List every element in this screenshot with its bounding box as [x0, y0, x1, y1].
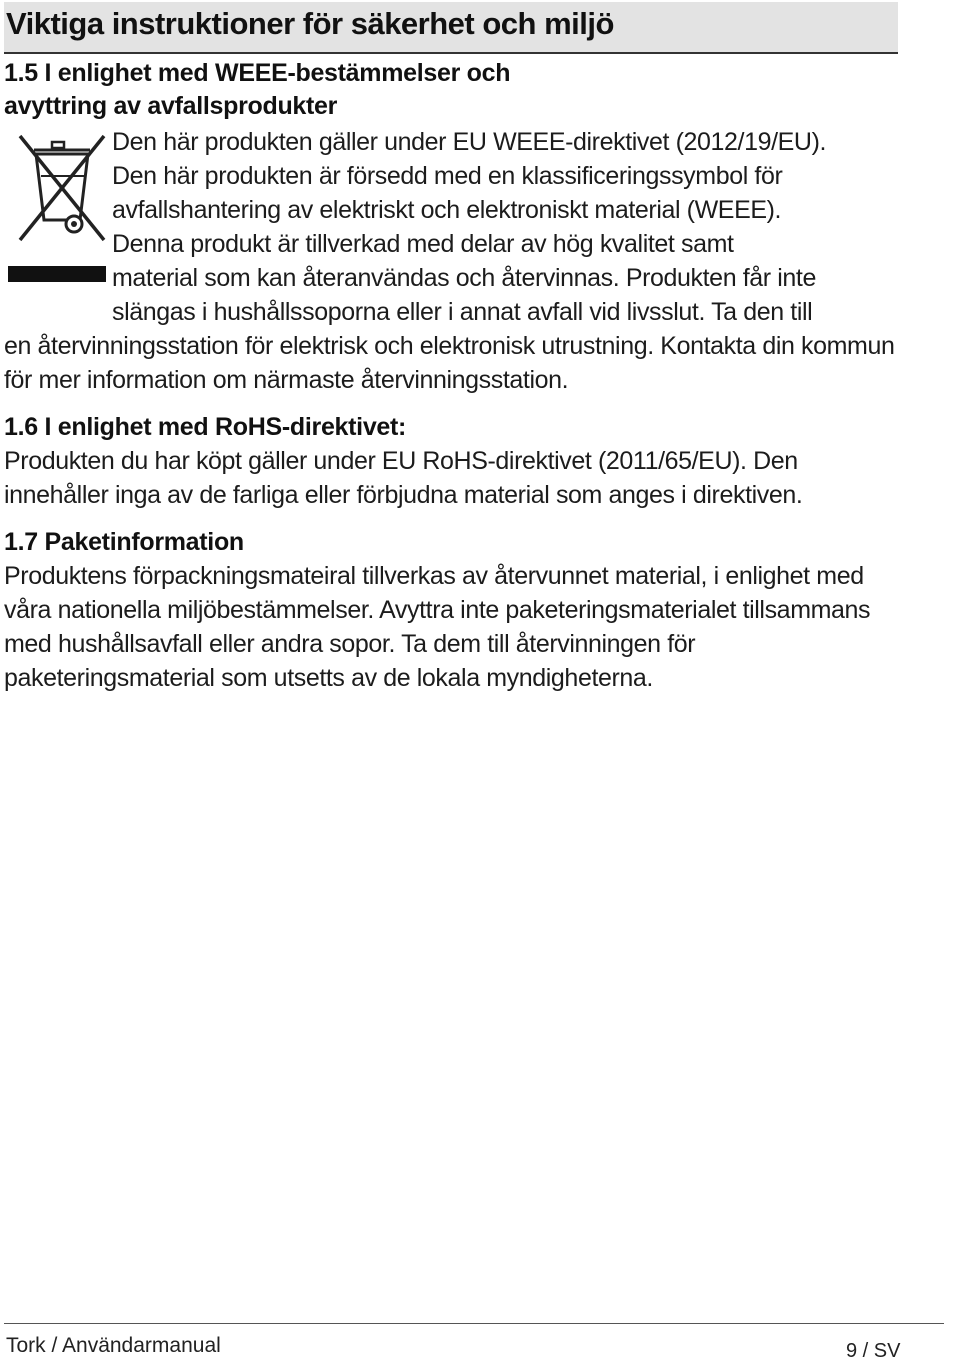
section-1-7-heading: 1.7 Paketinformation [4, 528, 244, 556]
text-line: slängas i hushållssoporna eller i annat avfall vid livsslut. Ta den till [112, 298, 813, 326]
footer-manual-label: Tork / Användarmanual [6, 1334, 221, 1357]
section-1-5-indented-text [112, 125, 912, 329]
footer-divider [4, 1323, 944, 1324]
page-number: 9 / SV [846, 1340, 901, 1362]
text-line: material som kan återanvändas och återvinnas. Produkten får inte [112, 264, 816, 292]
page-title: Viktiga instruktioner för säkerhet och miljö [6, 6, 614, 41]
section-1-5-heading-line-2: avyttring av avfallsprodukter [4, 92, 338, 120]
text-line: Denna produkt är tillverkad med delar av hög kvalitet samt [112, 230, 734, 258]
page-header [4, 2, 898, 54]
section-1-5-heading-line-1: 1.5 I enlighet med WEEE-bestämmelser och [4, 59, 511, 87]
section-1-5-continuation: en återvinningsstation för elektrisk och elektronisk utrustning. Kontakta din kommun för mer information om närmaste återvinningsstation. [4, 332, 895, 394]
text-line: Den här produkten är försedd med en klassificeringssymbol för [112, 162, 783, 190]
section-1-6-body: Produkten du har köpt gäller under EU RoHS-direktivet (2011/65/EU). Den innehåller inga av de farliga eller förbjudna material som anges i direktiven. [4, 447, 803, 509]
section-1-7-body: Produktens förpackningsmateiral tillverkas av återvunnet material, i enlighet med våra nationella miljöbestämmelser. Avyttra inte paketeringsmaterialet tillsammans med hushållsavfall eller andra sopor. Ta dem till återvinningen för paketeringsmaterial som utsetts av de lokala myndigheterna. [4, 562, 871, 692]
text-line: avfallshantering av elektriskt och elektroniskt material (WEEE). [112, 196, 782, 224]
weee-bin-icon [8, 128, 108, 288]
text-line: Den här produkten gäller under EU WEEE-direktivet (2012/19/EU). [112, 128, 827, 156]
section-1-6-heading: 1.6 I enlighet med RoHS-direktivet: [4, 413, 407, 441]
